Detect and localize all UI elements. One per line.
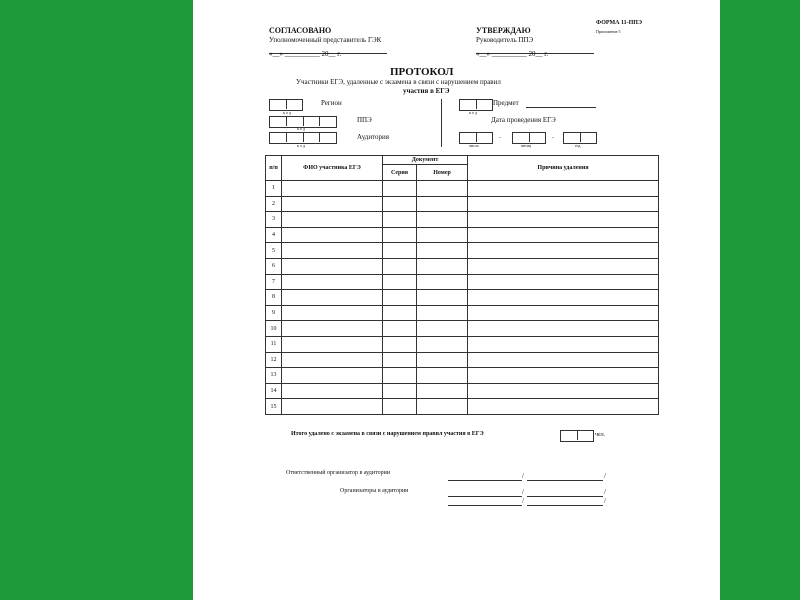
number-cell[interactable] — [417, 321, 468, 337]
row-number: 8 — [266, 290, 282, 306]
date-dot-1: . — [499, 132, 501, 140]
responsible-organizer-label: Ответственный организатор в аудитории — [286, 470, 391, 476]
subject-label: Предмет — [493, 99, 519, 107]
reason-cell[interactable] — [468, 368, 659, 384]
number-cell[interactable] — [417, 305, 468, 321]
reason-cell[interactable] — [468, 227, 659, 243]
slash: / — [604, 472, 606, 480]
series-cell[interactable] — [383, 336, 417, 352]
table-row — [266, 196, 659, 212]
name-cell[interactable] — [282, 243, 383, 259]
col-name-header: ФИО участника ЕГЭ — [282, 156, 383, 181]
reason-cell[interactable] — [468, 258, 659, 274]
number-cell[interactable] — [417, 243, 468, 259]
table-row — [266, 399, 659, 415]
reason-cell[interactable] — [468, 321, 659, 337]
name-cell[interactable] — [282, 336, 383, 352]
region-label: Регион — [321, 99, 342, 107]
number-cell[interactable] — [417, 212, 468, 228]
subject-code-caption: к о д — [469, 110, 477, 115]
approval-left-date: «__» __________ 20__ г. — [269, 50, 342, 58]
protocol-subtitle-line2: участия в ЕГЭ — [403, 87, 450, 95]
row-number: 12 — [266, 352, 282, 368]
table-row — [266, 383, 659, 399]
subject-line[interactable] — [526, 107, 596, 108]
name-cell[interactable] — [282, 212, 383, 228]
row-number: 2 — [266, 196, 282, 212]
name-cell[interactable] — [282, 321, 383, 337]
name-cell[interactable] — [282, 368, 383, 384]
organizers-label: Организаторы в аудитории — [340, 488, 409, 494]
total-label: Итого удалено с экзамена в связи с нарушением правил участия в ЕГЭ — [291, 431, 484, 437]
approval-right-date: «__» __________ 20__ г. — [476, 50, 549, 58]
organizer1-name-line[interactable] — [527, 496, 603, 497]
organizer1-signature-line[interactable] — [448, 496, 522, 497]
reason-cell[interactable] — [468, 274, 659, 290]
total-count-box[interactable] — [560, 430, 594, 442]
number-cell[interactable] — [417, 383, 468, 399]
number-cell[interactable] — [417, 352, 468, 368]
date-dot-2: . — [552, 132, 554, 140]
row-number: 3 — [266, 212, 282, 228]
number-cell[interactable] — [417, 399, 468, 415]
name-cell[interactable] — [282, 399, 383, 415]
participants-table — [265, 155, 659, 415]
exam-date-label: Дата проведения ЕГЭ — [491, 116, 556, 124]
series-cell[interactable] — [383, 196, 417, 212]
table-row — [266, 243, 659, 259]
number-cell[interactable] — [417, 196, 468, 212]
number-cell[interactable] — [417, 258, 468, 274]
approval-right-subtitle: Руководитель ППЭ — [476, 36, 534, 44]
reason-cell[interactable] — [468, 352, 659, 368]
name-cell[interactable] — [282, 258, 383, 274]
protocol-title: ПРОТОКОЛ — [390, 66, 454, 78]
series-cell[interactable] — [383, 227, 417, 243]
number-cell[interactable] — [417, 368, 468, 384]
reason-cell[interactable] — [468, 212, 659, 228]
organizer2-signature-line[interactable] — [448, 505, 522, 506]
col-reason-header: Причина удаления — [468, 156, 659, 181]
approval-left-title: СОГЛАСОВАНО — [269, 26, 332, 35]
series-cell[interactable] — [383, 181, 417, 197]
slash: / — [604, 497, 606, 505]
reason-cell[interactable] — [468, 399, 659, 415]
series-cell[interactable] — [383, 305, 417, 321]
approval-right-title: УТВЕРЖДАЮ — [476, 26, 531, 35]
name-cell[interactable] — [282, 352, 383, 368]
responsible-name-line[interactable] — [527, 480, 603, 481]
series-cell[interactable] — [383, 290, 417, 306]
ppe-code-caption: к о д — [297, 126, 305, 131]
total-unit: чел. — [595, 432, 606, 438]
series-cell[interactable] — [383, 258, 417, 274]
name-cell[interactable] — [282, 227, 383, 243]
approval-left-subtitle: Уполномоченный представитель ГЭК — [269, 36, 382, 44]
row-number: 9 — [266, 305, 282, 321]
name-cell[interactable] — [282, 196, 383, 212]
reason-cell[interactable] — [468, 181, 659, 197]
series-cell[interactable] — [383, 352, 417, 368]
row-number: 4 — [266, 227, 282, 243]
slash: / — [522, 488, 524, 496]
reason-cell[interactable] — [468, 383, 659, 399]
auditorium-code-caption: к о д — [297, 143, 305, 148]
row-number: 11 — [266, 336, 282, 352]
series-cell[interactable] — [383, 321, 417, 337]
green-frame-left — [0, 0, 193, 600]
protocol-document — [193, 0, 720, 600]
name-cell[interactable] — [282, 290, 383, 306]
name-cell[interactable] — [282, 181, 383, 197]
slash: / — [522, 497, 524, 505]
name-cell[interactable] — [282, 305, 383, 321]
number-cell[interactable] — [417, 181, 468, 197]
green-frame-right — [720, 0, 800, 600]
ppe-label: ППЭ — [357, 116, 372, 124]
series-cell[interactable] — [383, 274, 417, 290]
col-series-header: Серия — [383, 165, 417, 181]
series-cell[interactable] — [383, 383, 417, 399]
number-cell[interactable] — [417, 274, 468, 290]
table-row — [266, 305, 659, 321]
col-num-header: п/п — [266, 156, 282, 181]
form-annex: Приложение 5 — [596, 29, 621, 34]
number-cell[interactable] — [417, 227, 468, 243]
table-header-row-1 — [266, 156, 659, 165]
row-number: 14 — [266, 383, 282, 399]
table-row — [266, 321, 659, 337]
auditorium-label: Аудитория — [357, 133, 390, 141]
row-number: 15 — [266, 399, 282, 415]
responsible-signature-line[interactable] — [448, 480, 522, 481]
form-code: ФОРМА 11-ППЭ — [596, 20, 643, 26]
slash: / — [522, 472, 524, 480]
number-cell[interactable] — [417, 336, 468, 352]
row-number: 7 — [266, 274, 282, 290]
table-row — [266, 212, 659, 228]
number-cell[interactable] — [417, 290, 468, 306]
col-number-header: Номер — [417, 165, 468, 181]
reason-cell[interactable] — [468, 243, 659, 259]
region-code-caption: к о д — [283, 110, 291, 115]
name-cell[interactable] — [282, 274, 383, 290]
series-cell[interactable] — [383, 368, 417, 384]
name-cell[interactable] — [282, 383, 383, 399]
table-row — [266, 290, 659, 306]
reason-cell[interactable] — [468, 336, 659, 352]
row-number: 5 — [266, 243, 282, 259]
table-row — [266, 336, 659, 352]
protocol-subtitle-line1: Участники ЕГЭ, удаленные с экзамена в связи с нарушением правил — [296, 78, 501, 86]
series-cell[interactable] — [383, 212, 417, 228]
year-caption: год — [575, 143, 581, 148]
col-document-header: Документ — [383, 156, 468, 165]
reason-cell[interactable] — [468, 305, 659, 321]
organizer2-name-line[interactable] — [527, 505, 603, 506]
row-number: 13 — [266, 368, 282, 384]
row-number: 10 — [266, 321, 282, 337]
table-row — [266, 274, 659, 290]
table-row — [266, 227, 659, 243]
row-number: 1 — [266, 181, 282, 197]
table-row — [266, 368, 659, 384]
table-row — [266, 258, 659, 274]
table-row — [266, 181, 659, 197]
day-caption: число — [469, 143, 479, 148]
series-cell[interactable] — [383, 243, 417, 259]
fields-divider — [441, 99, 442, 147]
reason-cell[interactable] — [468, 196, 659, 212]
series-cell[interactable] — [383, 399, 417, 415]
slash: / — [604, 488, 606, 496]
month-caption: месяц — [521, 143, 532, 148]
reason-cell[interactable] — [468, 290, 659, 306]
row-number: 6 — [266, 258, 282, 274]
table-row — [266, 352, 659, 368]
